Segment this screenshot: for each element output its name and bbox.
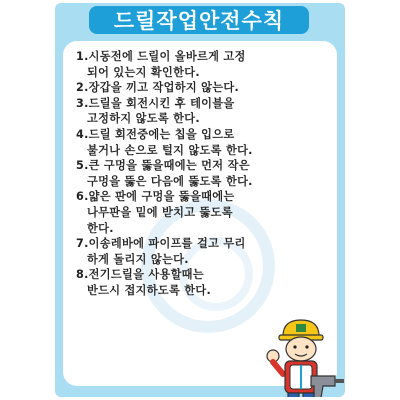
rule-item [76, 127, 334, 158]
rule-line: 구멍을 뚫은 다음에 뚫도록 한다. [87, 174, 253, 188]
rule-item [76, 80, 334, 96]
rule-line: 하게 돌리지 않는다. [87, 252, 189, 266]
rule-line: 고정하지 않도록 한다. [87, 112, 200, 126]
rule-item [76, 158, 334, 189]
rule-line: 불거나 손으로 털지 않도록 한다. [87, 143, 253, 157]
rule-line: 1.시동전에 드릴이 올바르게 고정 [76, 50, 246, 63]
rule-line: 나무판을 밑에 받치고 뚫도록 [87, 205, 233, 219]
rule-line: 되어 있는지 확인한다. [87, 65, 200, 79]
rule-line: 8.전기드릴을 사용할때는 [76, 268, 204, 282]
rule-item [76, 49, 334, 80]
rules-panel [63, 41, 337, 386]
rule-item [76, 189, 334, 236]
rule-line: 한다. [87, 221, 114, 235]
worker-with-drill-icon [261, 316, 345, 397]
rule-line: 반드시 접지하도록 한다. [87, 283, 212, 297]
safety-poster [55, 3, 345, 397]
title-bar [89, 6, 309, 34]
rule-line: 6.얇은 판에 구멍을 뚫을때에는 [76, 190, 235, 204]
rule-item [76, 96, 334, 127]
rule-line: 7.이송레바에 파이프를 걸고 무리 [76, 237, 246, 251]
rule-line: 4.드릴 회전중에는 칩을 입으로 [76, 127, 235, 141]
poster-title: 드릴작업안전수칙 [113, 9, 285, 33]
rule-line: 5.큰 구멍을 뚫을때에는 먼저 작은 [76, 159, 250, 173]
rule-item [76, 236, 334, 267]
rule-line: 2.장갑을 끼고 작업하지 않는다. [76, 81, 240, 95]
rules-list [76, 49, 334, 299]
rule-item [76, 267, 334, 298]
rule-line: 3.드릴을 회전시킨 후 테이블을 [76, 96, 235, 110]
